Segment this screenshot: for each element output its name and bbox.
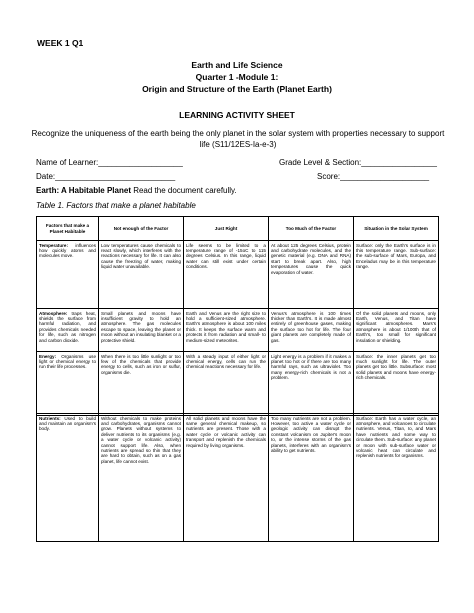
table-row-nutrients — [37, 414, 439, 542]
header-situation: Situation in the Solar System — [354, 217, 439, 241]
factor-title: Atmosphere: — [39, 310, 68, 316]
too-much-cell: Too many nutrients are not a problem. However, too active a water cycle or geologic activity can disrupt the constant volcanism on Jupiter's moon Io, or the intense storms of the gas planets, interferes with an organism's ability to get nutrients. — [269, 414, 354, 542]
not-enough-cell: Low temperatures cause chemicals to react slowly, which interferes with the reactions necessary for life. It can also cause the freezing of water, making liquid water unavailable. — [99, 241, 184, 309]
just-right-cell: Life seems to be limited to a temperature range of -15oC to 115 degrees Celsius. In this range, liquid water can still exist under certain conditions. — [184, 241, 269, 309]
table-header-row — [37, 217, 439, 241]
lesson-title: Origin and Structure of the Earth (Planet Earth) — [142, 84, 332, 94]
just-right-cell: With a steady input of either light or chemical energy, cells can run the chemical reactions necessary for life. — [184, 352, 269, 414]
week-label: WEEK 1 Q1 — [37, 38, 84, 48]
just-right-cell: Earth and Venus are the right size to hold a sufficient-sized atmosphere. Earth's atmosphere is about 100 miles thick. It keeps the surface warm and protects it from radiation and small- to medium-sized meteorites. — [184, 309, 269, 416]
factor-desc: influences how quickly atoms and molecules move. — [39, 242, 96, 259]
situation-cell: Of the solid planets and moons, only Earth, Venus, and Titan have significant atmospheres. Mars's atmosphere is about 1/100th that of Earth's, too small for significant insulation or shielding. — [354, 309, 439, 416]
factor-cell — [37, 352, 99, 414]
module-title: Quarter 1 -Module 1: — [195, 72, 279, 82]
date-field[interactable]: Date:___________________________ — [36, 172, 176, 181]
factor-title: Energy: — [39, 353, 57, 359]
table-caption: Table 1. Factors that make a planet habitable — [36, 201, 196, 210]
table-row-temperature — [37, 241, 439, 309]
too-much-cell: At about 125 degrees Celsius, protein and carbohydrate molecules, and the genetic material (e.g. DNA and RNA) start to break apart. Also, high temperatures cause the quick evaporation of water. — [269, 241, 354, 309]
factor-title: Nutrients: — [39, 415, 61, 421]
subject-title: Earth and Life Science — [191, 60, 283, 70]
sheet-title: LEARNING ACTIVITY SHEET — [179, 110, 295, 120]
grade-section-field[interactable]: Grade Level & Section:_________________ — [279, 158, 437, 167]
header-too-much: Too Much of the Factor — [269, 217, 354, 241]
just-right-cell: All solid planets and moons have the same general chemical makeup, so nutrients are present. Those with a water cycle or volcanic activity can transport and replenish the chemicals required by living organisms. — [184, 414, 269, 542]
factors-table-part2 — [36, 351, 439, 542]
factor-cell — [37, 414, 99, 542]
header-factor: Factors that make a Planet Habitable — [37, 217, 99, 241]
not-enough-cell: Without chemicals to make proteins and carbohydrates, organisms cannot grow. Planets without systems to deliver nutrients to its organisms (e.g. a water cycle or volcanic activity) cannot support life. Also, when nutrients are spread so thin that they are hard to obtain, such as on a gas planet, life cannot exist. — [99, 414, 184, 542]
instruction-text: Recognize the uniqueness of the earth being the only planet in the solar system with properties necessary to support life (S11/12ES-Ia-e-3) — [31, 129, 445, 149]
too-much-cell: Venus's atmosphere is 100 times thicker than Earth's. It is made almost entirely of greenhouse gases, making the surface too hot for life. The four giant planets are completely made of gas. — [269, 309, 354, 416]
not-enough-cell: When there is too little sunlight or too few of the chemicals that provide energy to cells, such as iron or sulfur, organisms die. — [99, 352, 184, 414]
factor-cell — [37, 241, 99, 309]
section-heading — [36, 186, 237, 195]
situation-cell: Surface: only the Earth's surface is in this temperature range. Sub-surface: the sub-surface of Mars, Europa, and Enceladus may be in this temperature range. — [354, 241, 439, 309]
not-enough-cell: Small planets and moons have insufficient gravity to hold an atmosphere. The gas molecules escape to space, leaving the planet or moon without an insulating blanket or a protective shield. — [99, 309, 184, 416]
name-field[interactable]: Name of Learner:___________________ — [36, 158, 183, 167]
header-just-right: Just Right — [184, 217, 269, 241]
factor-desc: traps heat, shields the surface from harmful radiation, and provides chemicals needed for life, such as nitrogen and carbon dioxide. — [39, 310, 96, 343]
situation-cell: Surface: the inner planets get too much sunlight for life. The outer planets get too little. Subsurface: most solid planets and moons have energy-rich chemicals. — [354, 352, 439, 414]
factor-desc: Used to build and maintain an organism's body. — [39, 415, 96, 432]
table-row-energy — [37, 352, 439, 414]
score-field[interactable]: Score:____________________ — [317, 172, 430, 181]
too-much-cell: Light energy is a problem if it makes a planet too hot or if there are too many harmful rays, such as ultraviolet. Too many energy-rich chemicals is not a problem. — [269, 352, 354, 414]
factor-title: Temperature: — [39, 242, 69, 248]
header-not-enough: Not enough of the Factor — [99, 217, 184, 241]
factor-desc: Organisms use light or chemical energy to run their life processes. — [39, 353, 96, 370]
section-heading-rest: Read the document carefully. — [130, 186, 237, 195]
section-heading-bold: Earth: A Habitable Planet — [36, 186, 131, 195]
situation-cell: Surface: Earth has a water cycle, an atmosphere, and volcanoes to circulate nutrients. Venus, Titan, Io, and Mars have nutrients and some way to circulate them. Sub-surface: any planet or moon with sub-surface water or volcanic heat can circulate and replenish nutrients for organisms. — [354, 414, 439, 542]
